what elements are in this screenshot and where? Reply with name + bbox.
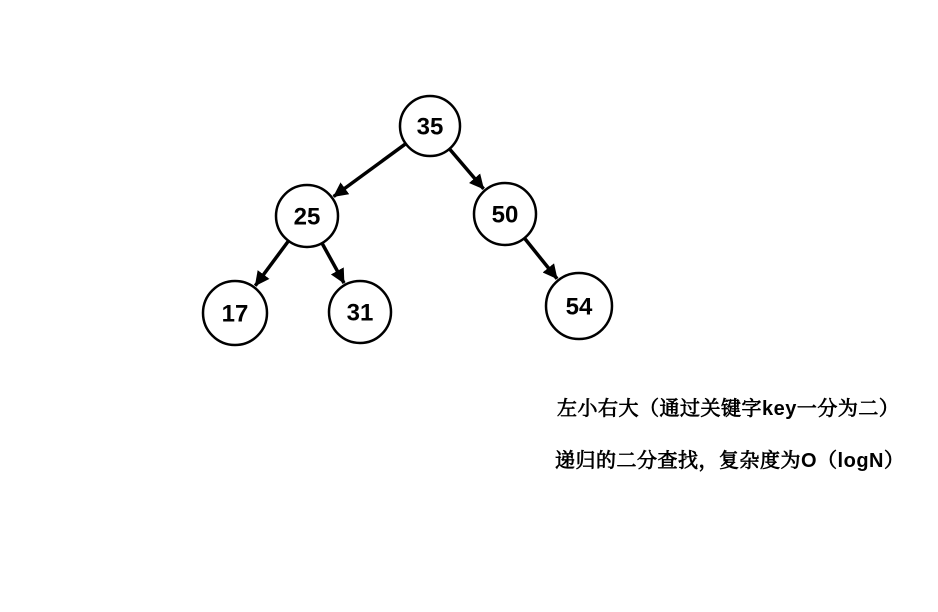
tree-node-label-17: 17 [221,300,249,328]
annotation-left-small-right-large: 左小右大（通过关键字key一分为二） [557,398,900,420]
tree-node-50 [474,183,536,245]
edge-25-31 [322,243,344,283]
tree-node-35 [400,96,460,156]
tree-node-31 [329,281,391,343]
annotation-recursive-binary-search: 递归的二分查找，复杂度为O（logN） [555,450,905,472]
tree-node-25 [276,185,338,247]
tree-node-label-31: 31 [346,299,374,327]
tree-node-label-35: 35 [416,113,444,141]
edge-25-17 [255,241,288,286]
tree-node-54 [546,273,612,339]
edge-35-50 [449,149,483,189]
tree-node-label-50: 50 [491,201,519,229]
tree-node-label-54: 54 [565,293,593,321]
edge-50-54 [524,238,557,279]
tree-node-label-25: 25 [293,203,321,231]
tree-node-17 [203,281,267,345]
edge-35-25 [334,144,406,197]
